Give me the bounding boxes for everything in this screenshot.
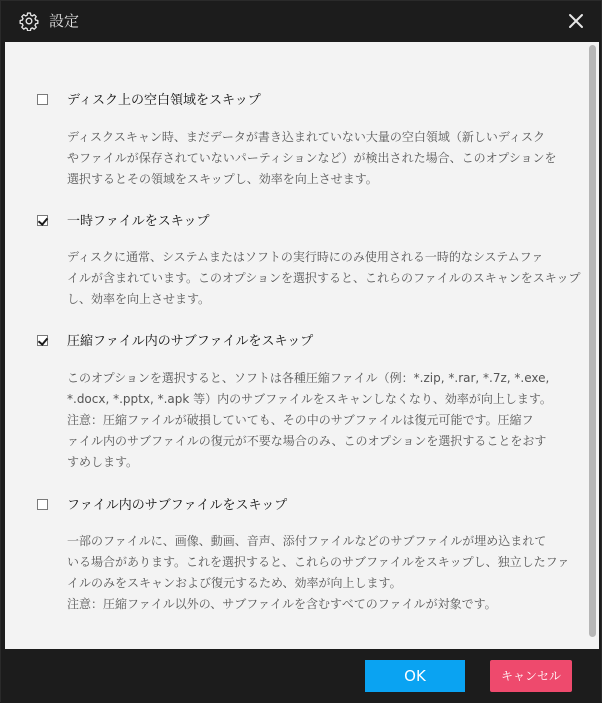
description-line: イルが含まれています。このオプションを選択すると、これらのファイルのスキャンをスキップ [67,271,581,285]
description-line: ディスクに通常、システムまたはソフトの実行時にのみ使用される一時的なシステムファ [67,250,544,264]
dialog-footer [1,649,601,703]
description-line: *.docx, *.pptx, *.apk 等）内のサブファイルをスキャンしなくなり、効率が向上します。 [67,392,552,406]
description-line: ディスクスキャン時、まだデータが書き込まれていない大量の空白領域（新しいディスク [67,130,545,144]
checkbox-skip-temp-files[interactable] [37,215,48,226]
dialog-title: 設定 [49,12,80,30]
cancel-button[interactable]: キャンセル [490,660,572,692]
checkbox-skip-empty-space[interactable] [37,94,48,105]
close-icon[interactable] [565,10,587,32]
checkbox-skip-archive-subfiles[interactable] [37,335,48,346]
gear-icon [19,11,39,31]
description-line: このオプションを選択すると、ソフトは各種圧縮ファイル（例：*.zip, *.rar, *.7z, *.exe, [67,371,550,385]
description-line: ァイル内のサブファイルの復元が不要な場合のみ、このオプションを選択することをおす [67,434,547,448]
option-description [67,368,567,473]
scrollbar-thumb[interactable] [589,45,596,637]
description-line: イルのみをスキャンおよび復元するため、効率が向上します。 [67,576,402,590]
description-line: 一部のファイルに、画像、動画、音声、添付ファイルなどのサブファイルが埋め込まれて [67,534,547,548]
settings-panel [5,42,599,649]
checkbox-skip-embedded-subfiles[interactable] [37,499,48,510]
option-description [67,531,570,615]
options-list [5,42,585,649]
description-line: 注意：圧縮ファイルが破損していても、その中のサブファイルは復元可能です。圧縮フ [67,413,534,427]
vertical-scrollbar[interactable] [589,45,596,643]
titlebar [1,1,601,41]
option-description [67,247,581,310]
description-line: し、効率を向上させます。 [67,292,211,306]
option-title[interactable]: 一時ファイルをスキップ [67,214,210,229]
description-line: 選択するとその領域をスキップし、効率を向上させます。 [67,172,378,186]
description-line: すめします。 [67,455,139,469]
option-title[interactable]: 圧縮ファイル内のサブファイルをスキップ [67,334,314,349]
description-line: いる場合があります。これを選択すると、これらのサブファイルをスキップし、独立したファ [67,555,570,569]
ok-button[interactable]: OK [365,660,465,692]
description-line: やファイルが保存されていないパーティションなど）が検出された場合、このオプションを [67,151,557,165]
option-title[interactable]: ファイル内のサブファイルをスキップ [67,498,288,513]
option-title[interactable]: ディスク上の空白領域をスキップ [67,93,261,108]
description-line: 注意：圧縮ファイル以外の、サブファイルを含むすべてのファイルが対象です。 [67,597,497,611]
option-description [67,127,567,190]
